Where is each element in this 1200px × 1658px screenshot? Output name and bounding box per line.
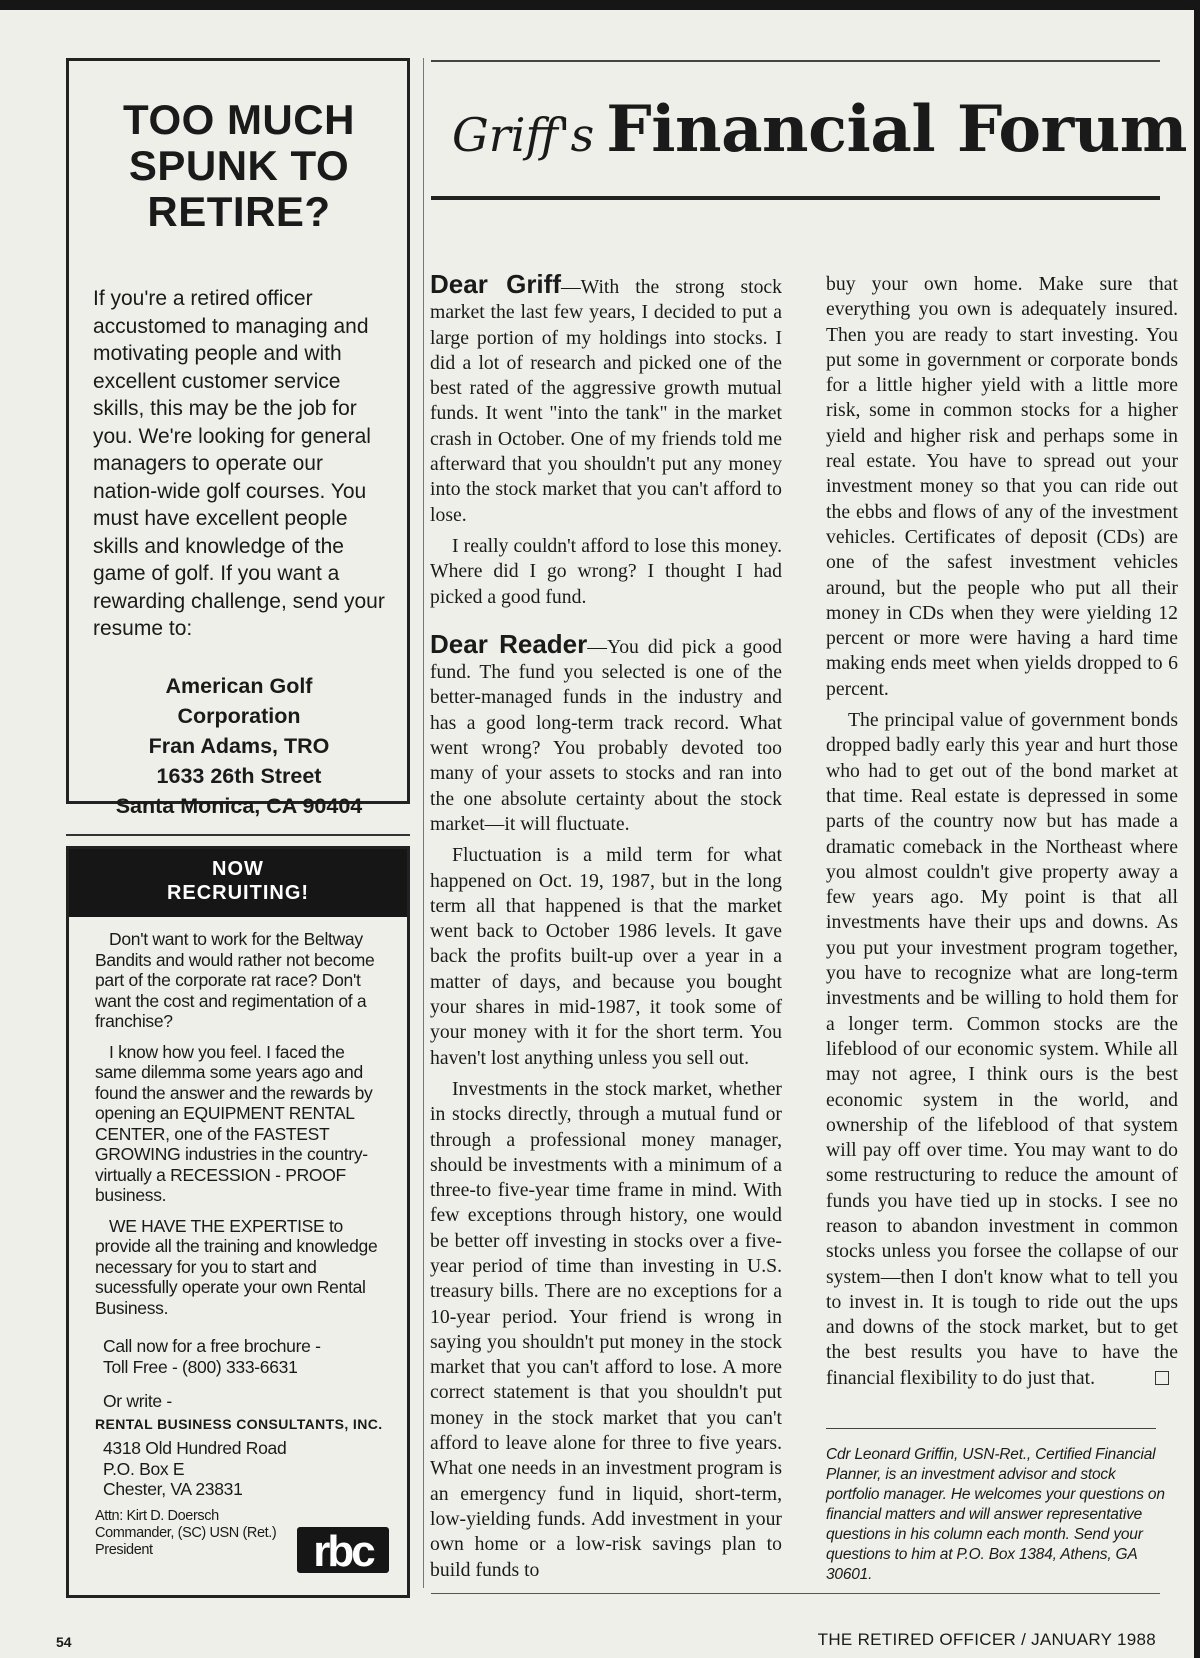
- masthead-bottom-rule: [431, 196, 1160, 200]
- golf-ad: [66, 58, 410, 818]
- rental-ad-content: [69, 917, 407, 1559]
- bio-rule: [826, 1428, 1156, 1429]
- page-title: Financial Forum: [606, 92, 1188, 167]
- running-footer: THE RETIRED OFFICER / JANUARY 1988: [817, 1630, 1156, 1649]
- golf-ad-headline: TOO MUCH SPUNK TO RETIRE?: [123, 96, 355, 235]
- rental-ad-write: Or write - RENTAL BUSINESS CONSULTANTS, INC. 4318 Old Hundred Road P.O. Box E Chester, VA 23831 Attn: Kirt D. Doersch Commander, (SC) USN (Ret.) President: [103, 1391, 387, 1559]
- rental-ad-banner: NOW RECRUITING!: [69, 849, 407, 917]
- masthead-top-rule: [431, 60, 1160, 62]
- article-column-2: [826, 272, 1178, 1397]
- rental-ad: [66, 846, 410, 1598]
- reply-paragraph: buy your own home. Make sure that everything you own is adequately insured. Then you are ready to start investing. You put some in government or corporate bonds for a little higher yield with a little more risk, some in common stocks for a higher yield and higher risk and perhaps some in real estate. You have to spread out your investment money so that you can ride out the ebbs and flows of any of the investment vehicles. Certificates of deposit (CDs) are one of the safest investment vehicles around, but the people who put all their money in CDs when they were yielding 12 percent or more were having a hard time making ends meet when yields dropped to 6 percent.: [826, 273, 1178, 700]
- golf-ad-body: If you're a retired officer accustomed to managing and motivating people and with excellent customer service skills, this may be the job for you. We're looking for general managers to operate our nation-wide golf courses. You must have excellent people skills and knowledge of the game of golf. If you want a rewarding challenge, send your resume to:: [93, 287, 385, 640]
- rental-ad-company: RENTAL BUSINESS CONSULTANTS, INC.: [95, 1415, 383, 1432]
- reply-paragraph: Dear Reader—You did pick a good fund. The fund you selected is one of the better-managed funds in the industry and has a good long-term track record. What went wrong? You probably devoted too many of your assets to stocks and ran into the one absolute certainty about the stock market—it will fluctuate.: [430, 628, 782, 835]
- end-mark-icon: [1155, 1371, 1169, 1385]
- letter-paragraph: I really couldn't afford to lose this money. Where did I go wrong? I thought I had picked a good fund.: [430, 534, 782, 608]
- rental-ad-call: Call now for a free brochure - Toll Free - (800) 333-6631: [103, 1336, 387, 1377]
- rental-ad-attn: Attn: Kirt D. Doersch Commander, (SC) USN (Ret.) President: [95, 1507, 277, 1558]
- rental-ad-paragraph: Don't want to work for the Beltway Bandits and would rather not become part of the corporate rat race? Don't want the cost and regimentation of a franchise?: [95, 929, 375, 1031]
- top-edge-bar: [0, 0, 1200, 10]
- letter-paragraph: Dear Griff—With the strong stock market the last few years, I decided to put a large portion of my holdings into stocks. I did a lot of research and picked one of the best rated of the aggressive growth mutual funds. It went "into the tank" in the market crash in October. One of my friends told me afterward that you shouldn't put any money into the stock market that you can't afford to lose.: [430, 269, 783, 526]
- column-divider: [423, 58, 424, 1588]
- ad-separator-rule: [66, 834, 410, 836]
- rental-ad-paragraph: WE HAVE THE EXPERTISE to provide all the training and knowledge necessary for you to start and sucessfully operate your own Rental Business.: [95, 1215, 378, 1318]
- masthead-script: Griff's: [452, 108, 595, 162]
- reply-paragraph: Fluctuation is a mild term for what happened on Oct. 19, 1987, but in the long term all that happened is that the market went back to October 1986 levels. It gave back the profits built-up over a year in a matter of days, and because you bought your shares in mid-1987, it took some of your money with it for the short term. You haven't lost anything unless you sell out.: [430, 844, 782, 1069]
- right-edge-bar: [1194, 0, 1200, 1658]
- author-bio: Cdr Leonard Griffin, USN-Ret., Certified Financial Planner, is an investment advisor and stock portfolio manager. He welcomes your questions on financial matters and will answer representative questions in his column each month. Send your questions to him at P.O. Box 1384, Athens, GA 30601.: [826, 1446, 1165, 1583]
- rental-ad-paragraph: I know how you feel. I faced the same dilemma some years ago and found the answer and the rewards by opening an EQUIPMENT RENTAL CENTER, one of the FASTEST GROWING industries in the country-virtually a RECESSION - PROOF business.: [95, 1041, 373, 1205]
- footer-rule: [431, 1593, 1160, 1594]
- letter-lead: Dear Griff: [430, 269, 561, 299]
- rental-ad-address: 4318 Old Hundred Road P.O. Box E Chester, VA 23831: [103, 1438, 287, 1499]
- rbc-logo: rbc: [297, 1527, 389, 1573]
- reply-lead: Dear Reader: [430, 628, 588, 659]
- reply-paragraph: Investments in the stock market, whether in stocks directly, through a mutual fund or through a professional money manager, should be investments with a minimum of a three-to five-year time frame in mind. With few exceptions through history, one would be better off investing in stocks over a five-year period of time than investing in U.S. treasury bills. There are no exceptions for a 10-year period. Your friend is wrong in saying you shouldn't put money in the stock market that you can't afford to lose. A more correct statement is that you shouldn't put money in the stock market that you can't afford to leave alone for three to five years. What one needs in an investment program is an emergency fund in liquid, short-term, low-yielding funds. Add investment in your own home or a low-risk savings plan to build funds to: [430, 1077, 782, 1581]
- golf-ad-address: American Golf Corporation Fran Adams, TRO 1633 26th Street Santa Monica, CA 90404: [115, 673, 363, 818]
- rental-ad-phone: Toll Free - (800) 333-6631: [103, 1356, 298, 1377]
- page-number: 54: [56, 1634, 72, 1650]
- article-column-1: [430, 269, 783, 1589]
- reply-paragraph: The principal value of government bonds dropped badly early this year and hurt those who had to get out of the bond market at that time. Real estate is depressed in some parts of the country now but has made a dramatic comeback in the Northeast where you almost couldn't give property away a few years ago. My point is that all investments have their ups and downs. As you put your investment program together, you have to recognize what are long-term investments and be willing to hold them for a longer term. Common stocks are the lifeblood of our economic system. While all may not agree, I think ours is the best economic system in the world, and ownership of the lifeblood of that system will pay off over time. You may want to do some restructuring to reduce the amount of funds you have tied up in stocks. I see no reason to abandon investment in common stocks unless you forsee the collapse of our system—then I don't know what to tell you to invest in. It is tough to ride out the ups and downs of the stock market, but to get the best results you have to have the financial flexibility to do just that.: [826, 709, 1178, 1389]
- masthead: [452, 92, 1187, 192]
